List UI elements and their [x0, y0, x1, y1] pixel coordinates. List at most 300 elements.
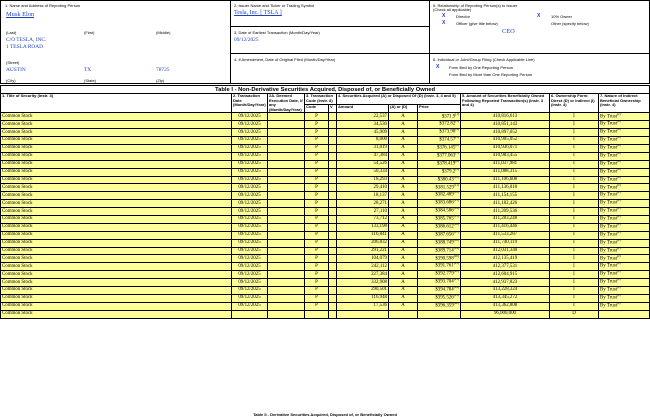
cell-owned-text: 411,088,315 — [492, 169, 518, 175]
cell-v — [329, 255, 337, 263]
cell-v — [329, 279, 337, 287]
cell-price-footnote[interactable]: (10) — [453, 176, 459, 179]
cell-form — [550, 137, 599, 145]
cell-code-text: P — [315, 255, 318, 261]
cell-owned-text: 412,377,531 — [492, 263, 518, 269]
cell-price — [418, 294, 461, 302]
cell-security-text: Common Stock — [2, 247, 33, 253]
cell-amount — [337, 279, 389, 287]
cell-security-text: Common Stock — [2, 137, 33, 143]
cell-nature-footnote[interactable]: (2) — [617, 286, 621, 290]
cell-price-footnote[interactable]: (1) — [455, 112, 459, 116]
cell-price — [418, 239, 461, 247]
cell-price-text: $381.529 — [435, 185, 454, 191]
cell-amount-text: 73,712 — [373, 216, 387, 222]
state-label: (State) — [84, 78, 97, 83]
cell-owned-text: 410,936,071 — [492, 145, 518, 151]
cell-owned-text: 411,106,608 — [492, 176, 518, 182]
cell-security-text: Common Stock — [2, 200, 33, 206]
cell-ad-text: A — [401, 137, 405, 143]
cell-form — [550, 121, 599, 129]
cell-price-footnote[interactable]: (16) — [453, 223, 459, 226]
cell-price-text: $386.612 — [435, 224, 454, 230]
cell-price-footnote[interactable]: (3) — [455, 120, 459, 124]
cell-v — [329, 168, 337, 176]
cell-nature-footnote[interactable]: (2) — [617, 152, 621, 155]
cell-date-text: 09/12/2025 — [238, 263, 261, 269]
cell-owned — [461, 294, 550, 302]
cell-price-text: $388.749 — [435, 240, 454, 246]
cell-code — [305, 200, 329, 208]
cell-form-text: I — [573, 208, 575, 214]
cell-v — [329, 137, 337, 145]
cell-owned — [461, 152, 550, 160]
cell-nature-footnote[interactable]: (2) — [617, 294, 621, 297]
cell-owned — [461, 208, 550, 216]
cell-date-text: 09/12/2025 — [238, 216, 261, 222]
cell-security-text: Common Stock — [2, 129, 33, 135]
cell-date — [232, 137, 268, 145]
cell-ad — [389, 223, 418, 231]
cell-nature — [599, 176, 650, 184]
cell-nature-footnote[interactable]: (2) — [617, 247, 621, 250]
cell-nature-text: By Trust — [600, 232, 617, 238]
cell-nature-footnote[interactable]: (2) — [617, 302, 621, 305]
cell-price-footnote[interactable]: (13) — [453, 199, 459, 203]
cell-date-text: 09/12/2025 — [238, 129, 261, 135]
cell-ad — [389, 152, 418, 160]
cell-owned-text: 411,037,981 — [492, 161, 518, 167]
cell-form-text: I — [573, 145, 575, 151]
cell-form-text: I — [573, 232, 575, 238]
zip-value: 78725 — [156, 67, 170, 73]
cell-price-footnote[interactable]: (8) — [455, 160, 459, 163]
cell-form — [550, 200, 599, 208]
cell-nature-text: By Trust — [600, 279, 617, 285]
address-line-1: C/O TESLA, INC. — [6, 37, 47, 43]
cell-security — [1, 176, 232, 184]
cell-nature-footnote[interactable]: (2) — [617, 231, 621, 234]
cell-owned — [461, 247, 550, 255]
cell-ad-text: A — [401, 161, 405, 167]
cell-date-text: 09/12/2025 — [238, 255, 261, 261]
cell-code-text: P — [315, 192, 318, 198]
cell-price-footnote[interactable]: (24) — [453, 286, 459, 290]
cell-code — [305, 310, 329, 318]
table-row — [1, 255, 650, 263]
cell-code — [305, 239, 329, 247]
cell-amount — [337, 310, 389, 318]
cell-v — [329, 208, 337, 216]
col-nature: 7. Nature of Indirect Beneficial Ownership (Instr. 4) — [599, 94, 650, 113]
cell-nature-footnote[interactable]: (2) — [617, 278, 621, 282]
cell-nature-footnote[interactable]: (2) — [617, 239, 621, 242]
subcol-v: V — [329, 104, 337, 112]
cell-owned-text: 410,897,052 — [492, 129, 518, 135]
cell-owned — [461, 121, 550, 129]
cell-nature-footnote[interactable]: (2) — [617, 262, 621, 266]
cell-form-text: I — [573, 279, 575, 285]
cell-date — [232, 121, 268, 129]
cell-v — [329, 286, 337, 294]
cell-amount — [337, 168, 389, 176]
cell-amount-text: 29,410 — [373, 184, 387, 190]
cell-price — [418, 200, 461, 208]
cell-nature-footnote[interactable]: (2) — [617, 254, 621, 258]
cell-price-footnote[interactable]: (23) — [453, 278, 459, 282]
cell-nature-text: By Trust — [600, 137, 617, 143]
cell-nature-footnote[interactable]: (2) — [617, 176, 621, 179]
cell-security — [1, 239, 232, 247]
cell-nature-footnote[interactable]: (2) — [617, 191, 621, 195]
director-check[interactable]: X — [442, 13, 446, 19]
cell-price-footnote[interactable]: (11) — [453, 183, 459, 187]
state-value: TX — [84, 67, 92, 73]
cell-code — [305, 271, 329, 279]
cell-security — [1, 152, 232, 160]
cell-price-footnote[interactable]: (7) — [455, 152, 459, 155]
cell-form — [550, 239, 599, 247]
cell-date-text: 09/12/2025 — [238, 287, 261, 293]
cell-price-footnote[interactable]: (19) — [453, 247, 459, 250]
cell-form-text: I — [573, 161, 575, 167]
cell-ad-text: A — [401, 216, 405, 222]
cell-date — [232, 294, 268, 302]
cell-owned-text: 412,604,915 — [492, 271, 518, 277]
cell-security-text: Common Stock — [2, 216, 33, 222]
cell-nature — [599, 215, 650, 223]
cell-owned — [461, 239, 550, 247]
subcol-ad: (A) or (D) — [389, 104, 418, 112]
one-person-label: Form filed by One Reporting Person — [449, 65, 514, 70]
reporting-person-box — [0, 0, 231, 84]
filing-box — [429, 53, 650, 84]
cell-price-footnote[interactable]: (22) — [453, 270, 459, 274]
cell-date — [232, 113, 268, 121]
cell-security-text: Common Stock — [2, 161, 33, 167]
first-label: (First) — [84, 30, 95, 35]
cell-price-footnote[interactable]: (18) — [453, 239, 459, 242]
cell-price-footnote[interactable]: (9) — [455, 168, 459, 171]
cell-owned-text: 412,135,419 — [492, 255, 518, 261]
cell-form-text: I — [573, 113, 575, 119]
cell-price-footnote[interactable]: (6) — [455, 144, 459, 148]
cell-nature — [599, 278, 650, 290]
table-row — [1, 176, 650, 184]
cell-security — [1, 121, 232, 129]
cell-security-text: Common Stock — [2, 113, 33, 119]
cell-price-text: $379.2 — [441, 169, 456, 175]
cell-owned-text: 412,937,823 — [492, 279, 518, 285]
cell-security — [1, 302, 232, 310]
cell-price — [418, 121, 461, 129]
cell-date-text: 09/12/2025 — [238, 295, 261, 301]
cell-code — [305, 286, 329, 294]
cell-nature — [599, 271, 650, 279]
cell-price — [418, 286, 461, 294]
cell-amount — [337, 231, 389, 239]
cell-price-footnote[interactable]: (20) — [453, 254, 459, 258]
cell-ad — [389, 113, 418, 121]
cell-date-text: 09/12/2025 — [238, 303, 261, 309]
cell-amount — [337, 294, 389, 302]
cell-nature-footnote[interactable]: (2) — [617, 136, 621, 140]
cell-code-text: P — [315, 216, 318, 222]
cell-amount — [337, 208, 389, 216]
cell-owned-text: 413,362,808 — [492, 303, 518, 309]
cell-code-text: P — [315, 121, 318, 127]
cell-amount — [337, 144, 389, 152]
cell-nature-footnote[interactable]: (2) — [617, 215, 621, 219]
cell-price-footnote[interactable]: (4) — [455, 128, 459, 132]
table-row — [1, 286, 650, 294]
cell-nature — [599, 207, 650, 219]
cell-form-text: I — [573, 121, 575, 127]
cell-security-text: Common Stock — [2, 145, 33, 151]
cell-code — [305, 137, 329, 145]
cell-nature-footnote[interactable]: (2) — [617, 183, 621, 187]
owner-check[interactable]: X — [537, 13, 541, 19]
cell-nature-footnote[interactable]: (2) — [617, 207, 621, 211]
city-label: (City) — [6, 78, 16, 83]
cell-nature-text: By Trust — [600, 303, 617, 309]
cell-nature-text: By Trust — [600, 240, 617, 246]
cell-form — [550, 310, 599, 318]
cell-price-text: $392.779 — [435, 271, 454, 277]
cell-nature-text: By Trust — [600, 153, 617, 159]
cell-owned — [461, 302, 550, 310]
cell-nature-text: By Trust — [600, 248, 617, 254]
cell-owned — [461, 160, 550, 168]
cell-nature — [599, 231, 650, 239]
cell-owned — [461, 310, 550, 318]
cell-security — [1, 231, 232, 239]
cell-security-text: Common Stock — [2, 153, 33, 159]
cell-nature — [599, 263, 650, 271]
cell-deemed — [268, 271, 305, 279]
cell-amount-text: 17,536 — [373, 303, 387, 309]
cell-amount — [337, 247, 389, 255]
cell-price — [418, 160, 461, 168]
cell-code — [305, 208, 329, 216]
cell-owned — [461, 168, 550, 176]
cell-amount — [337, 192, 389, 200]
cell-nature-footnote[interactable]: (2) — [617, 223, 621, 226]
cell-nature-text: By Trust — [600, 271, 617, 277]
cell-security-text: Common Stock — [2, 279, 33, 285]
cell-price-footnote[interactable]: (17) — [453, 231, 459, 234]
cell-date — [232, 271, 268, 279]
cell-code-text: P — [315, 129, 318, 135]
cell-form — [550, 152, 599, 160]
cell-form-text: I — [573, 200, 575, 206]
cell-code — [305, 184, 329, 192]
col-securities: 4. Securities Acquired (A) or Disposed Of (D) (Instr. 3, 4 and 5) — [337, 94, 461, 105]
cell-nature-footnote[interactable]: (2) — [617, 270, 621, 274]
cell-amount — [337, 302, 389, 310]
cell-price-footnote[interactable]: (25) — [453, 294, 459, 297]
cell-deemed — [268, 286, 305, 294]
cell-nature-text: By Trust — [600, 169, 617, 175]
cell-code — [305, 144, 329, 152]
cell-amount-text: 242,112 — [371, 263, 387, 269]
cell-nature-text: By Trust — [600, 161, 617, 167]
owner-label: 10% Owner — [551, 14, 572, 19]
cell-nature-text: By Trust — [600, 295, 617, 301]
cell-form — [550, 168, 599, 176]
cell-code-text: P — [315, 161, 318, 167]
cell-amount — [337, 184, 389, 192]
cell-amount — [337, 160, 389, 168]
cell-price-footnote[interactable]: (26) — [453, 302, 459, 305]
cell-price-text: $391.761 — [435, 264, 454, 270]
cell-nature-footnote[interactable]: (2) — [617, 160, 621, 163]
cell-nature-footnote[interactable]: (2) — [617, 144, 621, 148]
cell-price — [418, 255, 461, 263]
cell-amount-text: 8,000 — [375, 137, 387, 143]
table-ii-title: Table II - Derivative Securities Acquired, Disposed of, or Beneficially Owned — [253, 412, 397, 417]
cell-nature — [599, 113, 650, 121]
cell-ad — [389, 255, 418, 263]
one-person-check[interactable]: X — [436, 64, 440, 70]
cell-security-text: Common Stock — [2, 121, 33, 127]
cell-nature-text: By Trust — [600, 114, 617, 120]
cell-deemed — [268, 215, 305, 223]
cell-owned-text: 410,905,052 — [492, 137, 518, 143]
cell-ad — [389, 239, 418, 247]
relationship-box — [429, 0, 650, 54]
cell-date — [232, 144, 268, 152]
cell-security — [1, 294, 232, 302]
cell-date — [232, 239, 268, 247]
officer-check[interactable]: X — [442, 20, 446, 26]
cell-nature-footnote[interactable]: (2) — [617, 128, 621, 132]
cell-security-text: Common Stock — [2, 255, 33, 261]
cell-date — [232, 310, 268, 318]
cell-price-footnote[interactable]: (15) — [453, 215, 459, 219]
cell-nature-footnote[interactable]: (2) — [617, 120, 621, 124]
cell-date — [232, 176, 268, 184]
cell-date-text: 09/12/2025 — [238, 113, 261, 119]
cell-owned — [461, 223, 550, 231]
cell-v — [329, 223, 337, 231]
reporting-person-label: 1. Name and Address of Reporting Person — [5, 3, 81, 8]
table-row — [1, 168, 650, 176]
table-row — [1, 121, 650, 129]
cell-security-text: Common Stock — [2, 184, 33, 190]
cell-security-text: Common Stock — [2, 224, 33, 230]
cell-nature-footnote[interactable]: (2) — [617, 199, 621, 203]
cell-form-text: I — [573, 255, 575, 261]
cell-price-footnote[interactable]: (5) — [455, 136, 459, 140]
cell-amount-text: 22,537 — [373, 113, 387, 119]
cell-nature-text: By Trust — [600, 129, 617, 135]
cell-date-text: 09/12/2025 — [238, 271, 261, 277]
cell-nature-footnote[interactable]: (2) — [617, 168, 621, 171]
cell-amount-text: 290,501 — [371, 287, 387, 293]
cell-security-text: Common Stock — [2, 311, 33, 317]
cell-owned — [461, 113, 550, 121]
cell-deemed — [268, 113, 305, 121]
cell-date — [232, 129, 268, 137]
cell-nature-footnote[interactable]: (2) — [617, 112, 621, 116]
cell-price — [418, 168, 461, 176]
cell-code — [305, 113, 329, 121]
cell-deemed — [268, 302, 305, 310]
cell-price — [418, 271, 461, 279]
cell-form-text: I — [573, 169, 575, 175]
cell-ad-text: A — [401, 224, 405, 230]
cell-price — [418, 231, 461, 239]
cell-v — [329, 231, 337, 239]
cell-price — [418, 302, 461, 310]
col-title: 1. Title of Security (Instr. 3) — [1, 94, 232, 113]
cell-v — [329, 184, 337, 192]
cell-form-text: I — [573, 303, 575, 309]
cell-ad-text: A — [401, 271, 405, 277]
cell-code — [305, 231, 329, 239]
cell-form — [550, 294, 599, 302]
cell-security — [1, 215, 232, 223]
cell-date-text: 09/12/2025 — [238, 184, 261, 190]
cell-code-text: P — [315, 247, 318, 253]
cell-owned — [461, 137, 550, 145]
cell-security — [1, 310, 232, 318]
cell-security — [1, 160, 232, 168]
cell-form — [550, 247, 599, 255]
cell-form — [550, 113, 599, 121]
cell-amount — [337, 152, 389, 160]
cell-date-text: 09/12/2025 — [238, 169, 261, 175]
cell-price-footnote[interactable]: (21) — [453, 262, 459, 266]
cell-owned — [461, 184, 550, 192]
cell-price-text: $395.526 — [435, 295, 454, 301]
col-deemed: 2A. Deemed Execution Date, if any (Month/Day/Year) — [269, 93, 303, 112]
reporting-person-name[interactable]: Musk Elon — [6, 11, 35, 18]
cell-price-text: $385.765 — [435, 216, 454, 222]
table-row — [1, 152, 650, 160]
cell-form-text: I — [573, 137, 575, 143]
cell-form-text: I — [573, 184, 575, 190]
more-person-label: Form filed by More than One Reporting Person — [449, 72, 533, 77]
cell-amount — [337, 271, 389, 279]
cell-price — [418, 144, 461, 152]
cell-code — [305, 279, 329, 287]
cell-amount-text: 291,221 — [371, 247, 387, 253]
issuer-link[interactable]: Tesla, Inc. [ TSLA ] — [234, 10, 282, 16]
cell-price-footnote[interactable]: (14) — [453, 207, 459, 211]
cell-ad-text: A — [401, 247, 405, 253]
cell-code-text: P — [315, 295, 318, 301]
cell-deemed — [268, 223, 305, 231]
cell-form — [550, 144, 599, 152]
cell-ad-text: A — [401, 240, 405, 246]
cell-nature — [599, 168, 650, 176]
cell-code — [305, 223, 329, 231]
cell-amount-text: 206,832 — [371, 240, 387, 246]
cell-ad — [389, 160, 418, 168]
cell-ad-text: A — [401, 145, 405, 151]
cell-code-text: P — [315, 153, 318, 159]
cell-price-text: $394.784 — [435, 287, 454, 293]
cell-price-footnote[interactable]: (12) — [453, 191, 459, 195]
cell-code-text: P — [315, 303, 318, 309]
table-row — [1, 215, 650, 223]
cell-form-text: I — [573, 263, 575, 269]
cell-owned — [461, 192, 550, 200]
cell-price-text: $396.359 — [435, 303, 454, 309]
cell-amount — [337, 113, 389, 121]
